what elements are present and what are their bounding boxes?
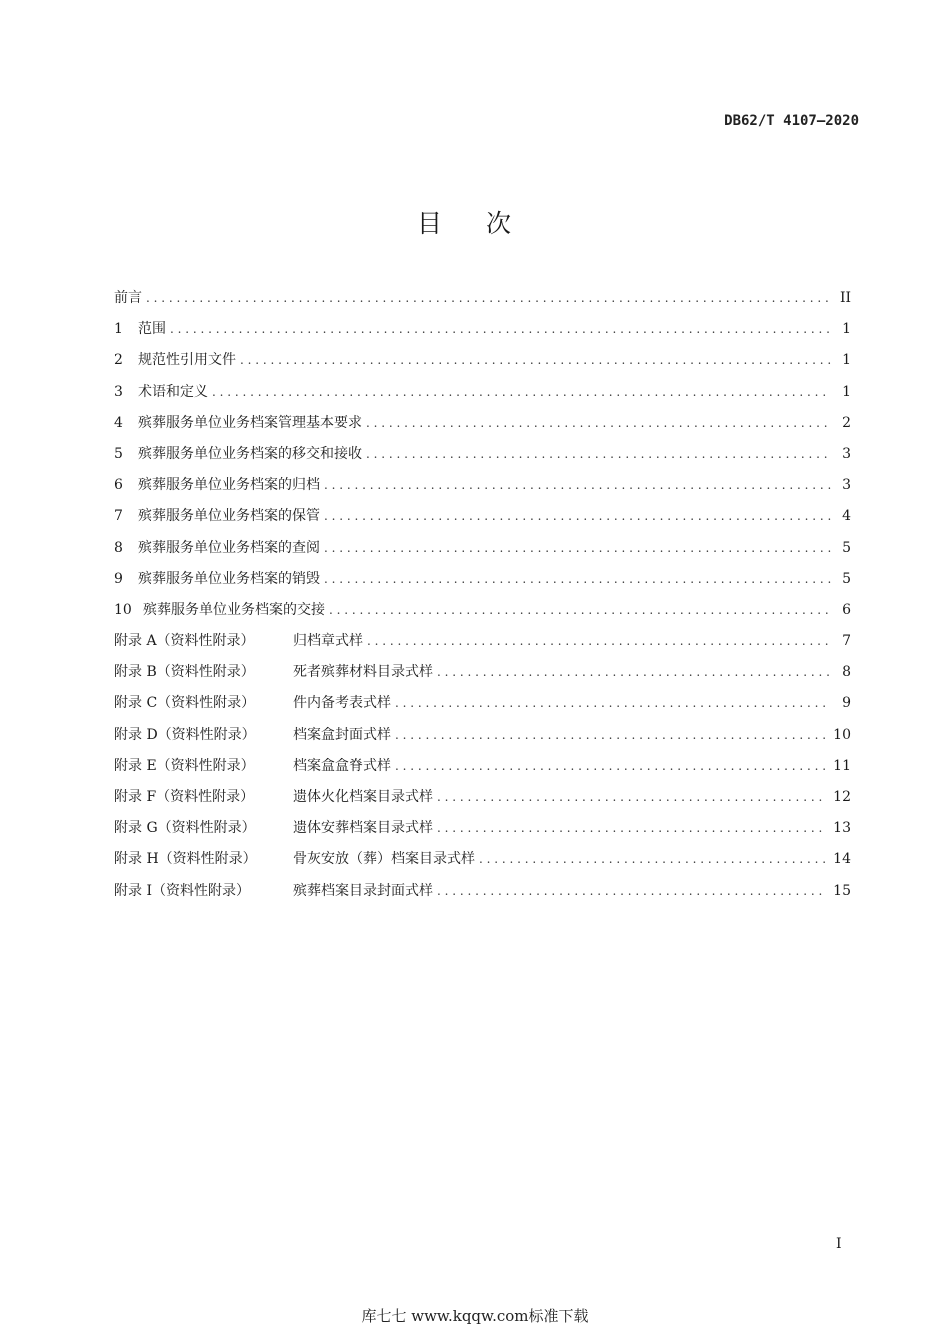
toc-entry-page: II [839, 290, 851, 306]
toc-leader-dots [437, 660, 831, 684]
toc-entry-page: 13 [833, 820, 851, 837]
toc-entry-appendix-d[interactable] [114, 723, 851, 754]
toc-leader-dots [240, 348, 831, 372]
toc-entry-number: 8 [114, 539, 123, 556]
toc-entry-appendix-b[interactable] [114, 660, 851, 691]
toc-entry-page: 7 [842, 633, 851, 650]
toc-entry-6[interactable] [114, 473, 851, 504]
toc-entry-page: 1 [842, 321, 851, 338]
document-code: DB62/T 4107—2020 [724, 113, 859, 129]
toc-entry-label: 殡葬档案目录封面式样 [293, 882, 433, 899]
toc-appendix-prefix: 附录 F（资料性附录） [114, 789, 255, 805]
toc-entry-number: 9 [114, 570, 123, 587]
toc-entry-page: 5 [842, 570, 851, 587]
toc-appendix-prefix: 附录 G（资料性附录） [114, 820, 256, 837]
toc-appendix-prefix: 附录 C（资料性附录） [114, 695, 256, 712]
toc-entry-appendix-h[interactable] [114, 847, 851, 878]
toc-entry-label: 术语和定义 [138, 383, 208, 400]
toc-entry-page: 11 [833, 757, 851, 774]
toc-entry-label: 档案盒盒脊式样 [293, 757, 391, 774]
toc-leader-dots [324, 504, 831, 528]
toc-entry-number: 10 [114, 601, 132, 618]
toc-entry-appendix-a[interactable] [114, 629, 851, 660]
toc-entry-page: 6 [842, 601, 851, 618]
toc-entry-page: 9 [842, 695, 851, 712]
toc-entry-3[interactable] [114, 380, 851, 411]
toc-appendix-prefix: 附录 B（资料性附录） [114, 664, 255, 681]
toc-entry-page: 15 [833, 882, 851, 899]
toc-entry-label: 殡葬服务单位业务档案管理基本要求 [138, 414, 362, 431]
toc-entry-foreword[interactable] [114, 286, 851, 317]
toc-appendix-prefix: 附录 A（资料性附录） [114, 633, 255, 650]
toc-entry-label: 遗体火化档案目录式样 [293, 789, 433, 805]
toc-leader-dots [324, 536, 831, 560]
toc-entry-number: 5 [114, 445, 123, 462]
toc-leader-dots [324, 567, 831, 591]
toc-entry-label: 规范性引用文件 [138, 352, 236, 369]
table-of-contents [114, 286, 851, 910]
toc-entry-8[interactable] [114, 536, 851, 567]
toc-entry-appendix-g[interactable] [114, 816, 851, 847]
toc-entry-appendix-f[interactable] [114, 785, 851, 816]
toc-entry-1[interactable] [114, 317, 851, 348]
toc-entry-label: 殡葬服务单位业务档案的交接 [143, 601, 325, 618]
toc-leader-dots [437, 816, 827, 840]
toc-entry-number: 6 [114, 477, 123, 494]
toc-leader-dots [437, 785, 827, 809]
toc-entry-7[interactable] [114, 504, 851, 535]
toc-entry-number: 1 [114, 321, 123, 338]
toc-entry-label: 前言 [114, 290, 142, 306]
toc-entry-label: 遗体安葬档案目录式样 [293, 820, 433, 837]
page-title: 目次 [416, 209, 555, 238]
toc-entry-10[interactable] [114, 598, 851, 629]
toc-entry-page: 5 [842, 539, 851, 556]
toc-entry-page: 14 [833, 851, 851, 868]
toc-entry-page: 10 [833, 726, 851, 743]
toc-entry-page: 3 [842, 445, 851, 462]
toc-entry-2[interactable] [114, 348, 851, 379]
toc-leader-dots [395, 754, 827, 778]
toc-leader-dots [324, 473, 831, 497]
toc-entry-appendix-e[interactable] [114, 754, 851, 785]
toc-leader-dots [367, 629, 831, 653]
toc-entry-label: 殡葬服务单位业务档案的保管 [138, 508, 320, 525]
toc-entry-page: 8 [842, 664, 851, 681]
toc-entry-page: 12 [833, 789, 851, 805]
toc-entry-label: 归档章式样 [293, 633, 363, 650]
page-number: I [836, 1236, 842, 1252]
toc-leader-dots [437, 879, 827, 903]
toc-entry-number: 7 [114, 508, 123, 525]
toc-appendix-prefix: 附录 H（资料性附录） [114, 851, 257, 868]
toc-leader-dots [146, 286, 831, 310]
toc-entry-page: 4 [842, 508, 851, 525]
toc-entry-appendix-i[interactable] [114, 879, 851, 910]
toc-entry-page: 2 [842, 414, 851, 431]
toc-leader-dots [366, 411, 831, 435]
toc-entry-number: 4 [114, 414, 123, 431]
toc-entry-9[interactable] [114, 567, 851, 598]
toc-appendix-prefix: 附录 D（资料性附录） [114, 726, 256, 743]
toc-appendix-prefix: 附录 I（资料性附录） [114, 882, 250, 899]
toc-entry-label: 殡葬服务单位业务档案的归档 [138, 477, 320, 494]
toc-entry-4[interactable] [114, 411, 851, 442]
toc-entry-page: 1 [842, 352, 851, 369]
toc-entry-label: 死者殡葬材料目录式样 [293, 664, 433, 681]
footer-watermark: 库七七 www.kqqw.com标准下载 [361, 1307, 589, 1325]
toc-entry-label: 范围 [138, 321, 166, 338]
toc-appendix-prefix: 附录 E（资料性附录） [114, 757, 255, 774]
toc-entry-label: 殡葬服务单位业务档案的查阅 [138, 539, 320, 556]
toc-leader-dots [366, 442, 831, 466]
toc-leader-dots [395, 723, 827, 747]
toc-entry-label: 件内备考表式样 [293, 695, 391, 712]
toc-entry-label: 档案盒封面式样 [293, 726, 391, 743]
toc-entry-5[interactable] [114, 442, 851, 473]
toc-entry-page: 1 [842, 383, 851, 400]
toc-entry-page: 3 [842, 477, 851, 494]
toc-leader-dots [212, 380, 831, 404]
toc-leader-dots [395, 691, 831, 715]
toc-entry-number: 3 [114, 383, 123, 400]
toc-entry-label: 殡葬服务单位业务档案的销毁 [138, 570, 320, 587]
toc-entry-appendix-c[interactable] [114, 691, 851, 722]
toc-entry-number: 2 [114, 352, 123, 369]
toc-leader-dots [329, 598, 831, 622]
toc-entry-label: 殡葬服务单位业务档案的移交和接收 [138, 445, 362, 462]
toc-entry-label: 骨灰安放（葬）档案目录式样 [293, 851, 475, 868]
toc-leader-dots [479, 847, 827, 871]
toc-leader-dots [170, 317, 831, 341]
